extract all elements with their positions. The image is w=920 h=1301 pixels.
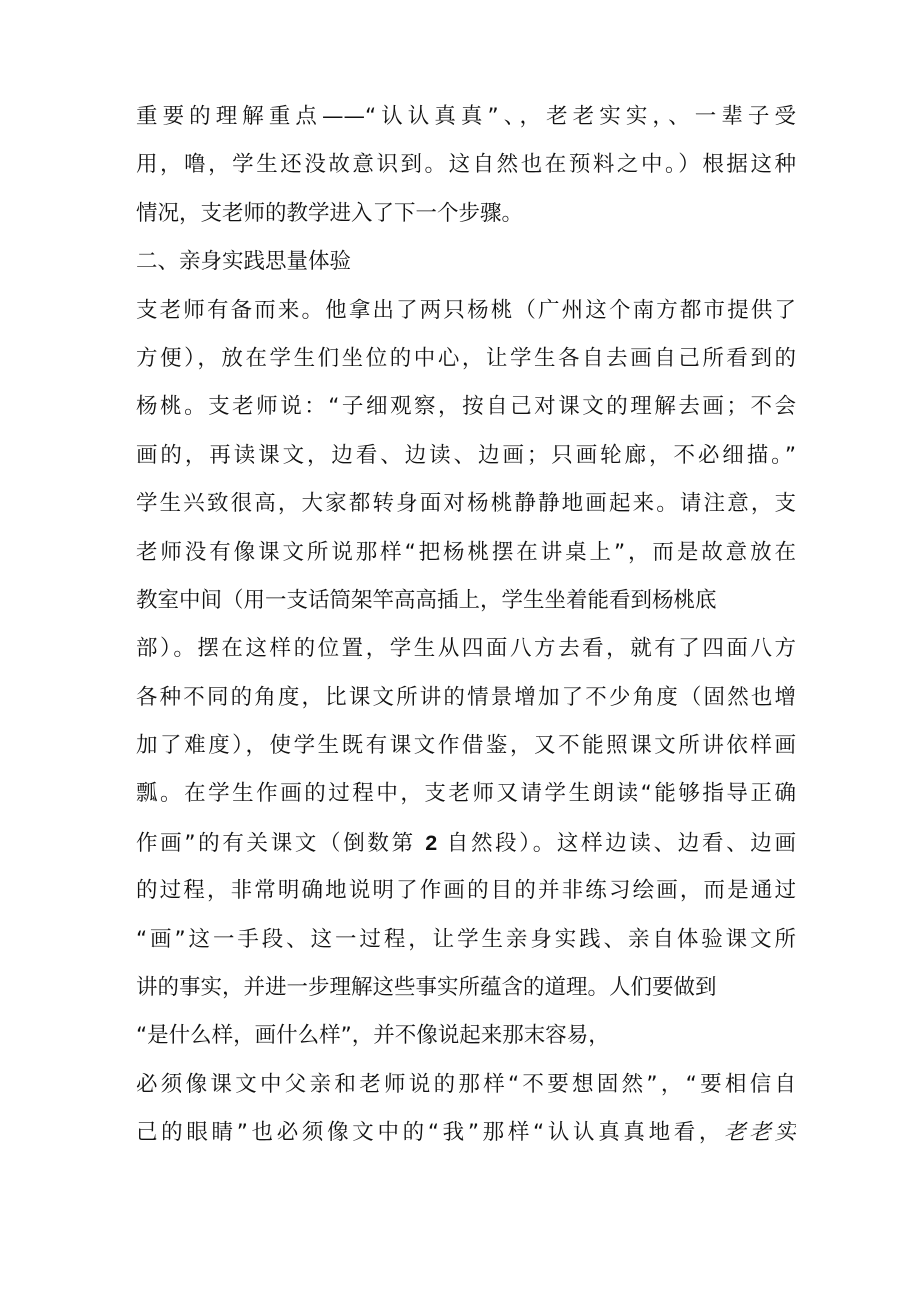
- text-line: 杨桃。支老师说：“子细观察，按自己对课文的理解去画；不会: [136, 394, 796, 420]
- text-line: 加了难度），使学生既有课文作借鉴，又不能照课文所讲依样画: [136, 733, 796, 759]
- text-segment: 自然段）。这样边读、边看、边画: [446, 830, 796, 856]
- text-line: [136, 819, 796, 867]
- text-line: 用，噜，学生还没故意识到。这自然也在预料之中。）根据这种: [136, 152, 796, 178]
- paragraph-number: 2: [425, 830, 438, 855]
- text-line: 方便），放在学生们坐位的中心，让学生各自去画自己所看到的: [136, 345, 796, 371]
- text-line: 学生兴致很高，大家都转身面对杨桃静静地画起来。请注意，支: [136, 491, 796, 517]
- text-line: 画的，再读课文，边看、边读、边画；只画轮廊，不必细描。”: [136, 442, 796, 468]
- text-line: “是什么样，画什么样”，并不像说起来那末容易，: [136, 1023, 610, 1049]
- text-line: 各种不同的角度，比课文所讲的情景增加了不少角度（固然也增: [136, 684, 796, 710]
- text-line: 部）。摆在这样的位置，学生从四面八方去看，就有了四面八方: [136, 636, 796, 662]
- body-text: [136, 93, 796, 1158]
- text-line: 重要的理解重点——“认认真真”、，老老实实，、一辈子受: [136, 104, 796, 129]
- text-line: 情况，支老师的教学进入了下一个步骤。: [136, 200, 524, 226]
- text-segment: 作画”的有关课文（倒数第: [136, 830, 416, 856]
- section-heading: 二、亲身实践思量体验: [136, 249, 352, 275]
- text-line: 瓢。在学生作画的过程中，支老师又请学生朗读“能够指导正确: [136, 781, 796, 807]
- italic-text-segment: 老老实: [724, 1120, 796, 1146]
- text-line: 支老师有备而来。他拿出了两只杨桃（广州这个南方都市提供了: [136, 297, 796, 323]
- text-line: 的过程，非常明确地说明了作画的目的并非练习绘画，而是通过: [136, 878, 796, 904]
- text-line: 教室中间（用一支话筒架竿高高插上，学生坐着能看到杨桃底: [136, 587, 717, 613]
- text-line: 必须像课文中父亲和老师说的那样“不要想固然”，“要相信自: [136, 1071, 796, 1097]
- text-segment: 己的眼睛”也必须像文中的“我”那样“认认真真地看，: [136, 1120, 725, 1146]
- text-line: “画”这一手段、这一过程，让学生亲身实践、亲自体验课文所: [136, 926, 796, 952]
- text-line: 老师没有像课文所说那样“把杨桃摆在讲桌上”，而是故意放在: [136, 539, 796, 565]
- text-line: 讲的事实，并进一步理解这些事实所蕴含的道理。人们要做到: [136, 975, 717, 1001]
- text-line: [136, 1109, 796, 1157]
